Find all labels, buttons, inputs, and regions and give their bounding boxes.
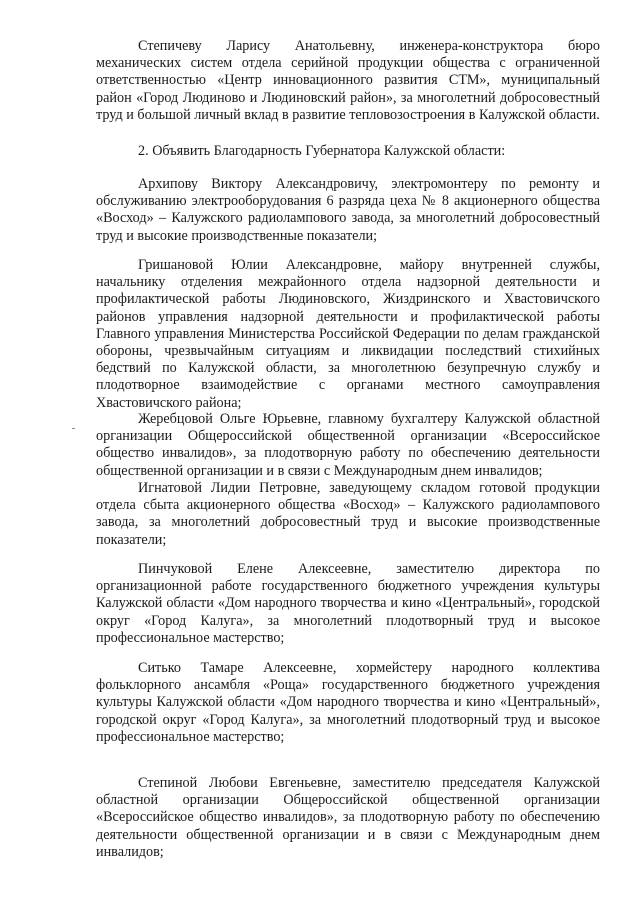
paragraph-grishanova: Гришановой Юлии Александровне, майору внутренней службы, начальнику отделения межрайонного отдела надзорной деятельности и профилактической работы Людиновского, Жиздринского и Хвастовичского районов управления надзорной деятельности и профилактической работы Главного управления Министерства Российской Федерации по делам гражданской обороны, чрезвычайным ситуациям и ликвидации последствий стихийных бедствий по Калужской области, за многолетнюю безупречную службу и плодотворное взаимодействие с органами местного самоуправления Хвастовичского района; [96, 257, 600, 411]
paragraph-zherebtsova: Жеребцовой Ольге Юрьевне, главному бухгалтеру Калужской областной организации Общероссийской общественной организации «Всероссийское общество инвалидов», за плодотворную работу по обеспечению деятельности общественной организации и в связи с Международным днем инвалидов; [96, 411, 600, 479]
paragraph-sitko: Ситько Тамаре Алексеевне, хормейстеру народного коллектива фольклорного ансамбля «Роща» государственного бюджетного учреждения культуры Калужской области «Дом народного творчества и кино «Центральный», городской округ «Город Калуга», за многолетний плодотворный труд и высокое профессиональное мастерство; [96, 660, 600, 745]
margin-mark [72, 428, 75, 429]
paragraph-stepicheva: Степичеву Ларису Анатольевну, инженера-конструктора бюро механических систем отдела серийной продукции общества с ограниченной ответственностью «Центр инновационного развития СТМ», муниципальный район «Город Людиново и Людиновский район», за многолетний добросовестный труд и большой личный вклад в развитие тепловозостроения в Калужской области. [96, 38, 600, 123]
section-heading-2: 2. Объявить Благодарность Губернатора Калужской области: [138, 143, 506, 159]
paragraph-stepina: Степиной Любови Евгеньевне, заместителю председателя Калужской областной организации Общероссийской общественной организации «Всероссийское общество инвалидов», за плодотворную работу по обеспечению деятельности общественной организации и в связи с Международным днем инвалидов; [96, 775, 600, 860]
paragraph-arkhipov: Архипову Виктору Александровичу, электромонтеру по ремонту и обслуживанию электрооборудования 6 разряда цеха № 8 акционерного общества «Восход» – Калужского радиолампового завода, за многолетний добросовестный труд и высокие производственные показатели; [96, 176, 600, 244]
paragraph-ignatova: Игнатовой Лидии Петровне, заведующему складом готовой продукции отдела сбыта акционерного общества «Восход» – Калужского радиолампового завода, за многолетний добросовестный труд и высокие производственные показатели; [96, 480, 600, 548]
paragraph-pinchukova: Пинчуковой Елене Алексеевне, заместителю директора по организационной работе государственного бюджетного учреждения культуры Калужской области «Дом народного творчества и кино «Центральный», городской округ «Город Калуга», за многолетний плодотворный труд и высокое профессиональное мастерство; [96, 561, 600, 646]
